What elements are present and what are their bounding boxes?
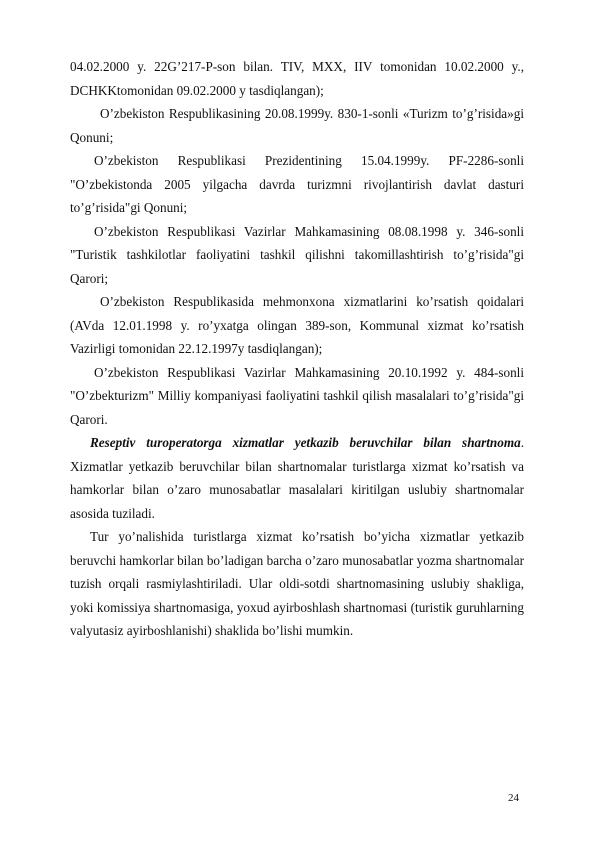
- paragraph-written-contracts: Tur yo’nalishida turistlarga xizmat ko’rsatish bo’yicha xizmatlar yetkazib beruvchi hamkorlar bilan bo’ladigan barcha o’zaro munosabatlar yozma shartnomalar tuzish orqali rasmiylashtiriladi. Ular oldi-sotdi shartnomasining uslubiy shakliga, yoki komissiya shartnomasiga, yoxud ayirboshlash shartnomasi (turistik guruhlarning valyutasiz ayirboshlanishi) shaklida bo’lishi mumkin.: [70, 529, 524, 638]
- section-text: . Xizmatlar yetkazib beruvchilar bilan shartnomalar turistlarga xizmat ko’rsatish va hamkorlar bilan o’zaro munosabatlar masalalari kiritilgan uslubiy shartnomalar asosida tuziladi.: [70, 435, 524, 521]
- paragraph-president-decree: O’zbekiston Respublikasi Prezidentining 15.04.1999y. PF-2286-sonli "O’zbekistonda 2005 yilgacha davrda turizmni rivojlantirish davlat dasturi to’g’risida"gi Qonuni;: [70, 153, 524, 215]
- paragraph-tourism-law: O’zbekiston Respublikasining 20.08.1999y. 830-1-sonli «Turizm to’g’risida»gi Qonuni;: [70, 106, 524, 145]
- paragraph-supplier-contract: [70, 431, 524, 525]
- paragraph-decree-dates: 04.02.2000 y. 22G’217-P-son bilan. TIV, MXX, IIV tomonidan 10.02.2000 y., DCHKKtomonidan 09.02.2000 y tasdiqlangan);: [70, 59, 524, 98]
- paragraph-cabinet-resolution-1992: O’zbekiston Respublikasi Vazirlar Mahkamasining 20.10.1992 y. 484-sonli "O’zbekturizm" Milliy kompaniyasi faoliyatini tashkil qilish masalalari to’g’risida"gi Qarori.: [70, 364, 524, 427]
- paragraph-hotel-rules: O’zbekiston Respublikasida mehmonxona xizmatlarini ko’rsatish qoidalari (AVda 12.01.1998 y. ro’yxatga olingan 389-son, Kommunal xizmat ko’rsatish Vazirligi tomonidan 22.12.1997y tasdiqlangan);: [70, 294, 524, 356]
- document-page: [70, 55, 524, 643]
- paragraph-cabinet-resolution-1998: O’zbekiston Respublikasi Vazirlar Mahkamasining 08.08.1998 y. 346-sonli "Turistik tashkilotlar faoliyatini tashkil qilishni takomillashtirish to’g’risida"gi Qarori;: [70, 223, 524, 286]
- section-heading: Reseptiv turoperatorga xizmatlar yetkazib beruvchilar bilan shartnoma: [90, 435, 521, 450]
- page-number: 24: [508, 792, 519, 804]
